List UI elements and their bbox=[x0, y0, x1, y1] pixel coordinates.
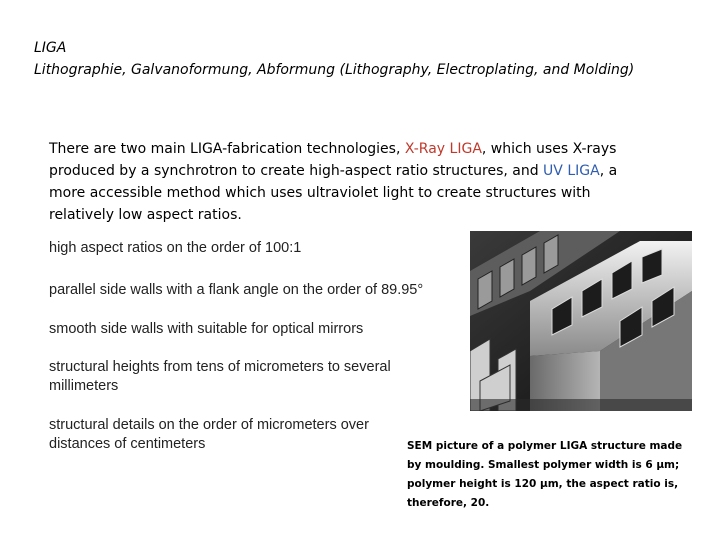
slide-title bbox=[34, 37, 634, 81]
title-acronym: LIGA bbox=[34, 40, 67, 56]
feature-structural-heights: structural heights from tens of micrometers to several millimeters bbox=[49, 359, 391, 394]
feature-structural-details: structural details on the order of micrometers over distances of centimeters bbox=[49, 417, 369, 452]
intro-paragraph: There are two main LIGA-fabrication technologies, X-Ray LIGA, which uses X-rays produced by a synchrotron to create high-aspect ratio structures, and UV LIGA, a more accessible method which uses ultraviolet light to create structures with relatively low aspect ratios. bbox=[49, 141, 618, 223]
uv-liga-term: UV LIGA bbox=[543, 163, 600, 179]
xray-liga-term: X-Ray LIGA bbox=[404, 141, 482, 157]
image-caption: SEM picture of a polymer LIGA structure made by moulding. Smallest polymer width is 6 µm; polymer height is 120 µm, the aspect ratio is, therefore, 20. bbox=[407, 440, 683, 509]
sem-liga-structure-image bbox=[470, 231, 692, 411]
title-expansion: Lithographie, Galvanoformung, Abformung (Lithography, Electroplating, and Molding) bbox=[34, 62, 635, 78]
feature-smooth-walls: smooth side walls with suitable for optical mirrors bbox=[49, 321, 364, 337]
feature-aspect-ratio: high aspect ratios on the order of 100:1 bbox=[49, 240, 302, 256]
feature-flank-angle: parallel side walls with a flank angle on the order of 89.95° bbox=[49, 282, 424, 298]
